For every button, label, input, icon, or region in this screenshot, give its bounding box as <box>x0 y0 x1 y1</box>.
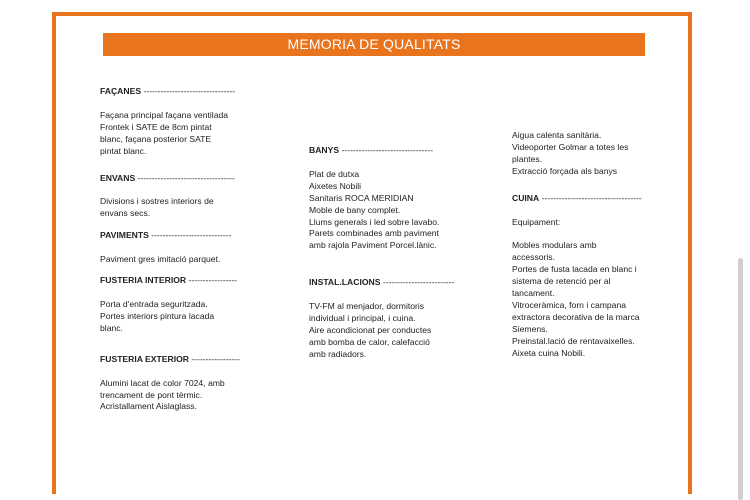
section-heading-paviments: PAVIMENTS ---------------------------- <box>100 230 232 241</box>
text-line: sistema de retenció per al <box>512 276 611 287</box>
section-body-fusteria-interior <box>100 299 285 335</box>
column-right <box>512 130 672 360</box>
text-line: individual i principal, i cuina. <box>309 313 416 324</box>
text-line: blanc, façana posterior SATE <box>100 133 212 144</box>
section-heading-instal-lacions: INSTAL.LACIONS ------------------------- <box>309 277 455 288</box>
section-body-facanes <box>100 110 285 158</box>
text-line: amb rajola Paviment Porcel.lànic. <box>309 240 437 251</box>
section-heading-facanes: FAÇANES -------------------------------- <box>100 86 236 96</box>
text-line: Frontek i SATE de 8cm pintat <box>100 121 212 132</box>
text-line: Aixetes Nobili <box>309 180 362 191</box>
text-line: trencament de pont tèrmic. <box>100 389 203 400</box>
text-line: Porta d'entrada seguritzada. <box>100 298 208 309</box>
text-line: Parets combinades amb paviment <box>309 228 439 239</box>
text-line: amb radiadors. <box>309 348 367 359</box>
section-heading-envans: ENVANS ---------------------------------- <box>100 172 235 183</box>
text-line: blanc. <box>100 322 123 333</box>
section-body-paviments <box>100 254 285 266</box>
section-body-instal-lacions <box>309 301 499 361</box>
section-body-banys <box>309 169 499 252</box>
text-line: Paviment gres imitació parquet. <box>100 254 221 265</box>
text-line: Portes de fusta lacada en blanc i <box>512 264 637 275</box>
text-line: pintat blanc. <box>100 145 147 156</box>
text-line: amb bomba de calor, calefacció <box>309 336 430 347</box>
section-heading-banys: BANYS -------------------------------- <box>309 145 434 155</box>
text-line: Façana principal façana ventilada <box>100 109 229 120</box>
text-line: Aixeta cuina Nobili. <box>512 347 586 358</box>
text-line: envans secs. <box>100 208 151 219</box>
section-body-cuina <box>512 217 672 360</box>
text-line: Aigua calenta sanitària. <box>512 130 602 140</box>
text-line: Extracció forçada als banys <box>512 165 618 176</box>
column-middle <box>309 145 499 361</box>
text-line: Alumini lacat de color 7024, amb <box>100 377 225 388</box>
text-line: plantes. <box>512 153 543 164</box>
text-line: Aire acondicionat per conductes <box>309 324 432 335</box>
text-line: TV-FM al menjador, dormitoris <box>309 301 425 312</box>
text-line: Acristallament Aislaglass. <box>100 401 197 412</box>
text-line: extractora decorativa de la marca <box>512 311 640 322</box>
vertical-scrollbar[interactable] <box>738 258 743 500</box>
text-line: Siemens. <box>512 323 548 334</box>
text-line: accessoris. <box>512 252 555 263</box>
text-line: Videoporter Golmar a totes les <box>512 141 629 152</box>
text-line: Moble de bany complet. <box>309 204 401 215</box>
text-line: Mobles modulars amb <box>512 240 597 251</box>
section-heading-cuina: CUINA ----------------------------------- <box>512 192 642 203</box>
section-heading-fusteria-interior: FUSTERIA INTERIOR ----------------- <box>100 275 238 286</box>
section-heading-fusteria-exterior: FUSTERIA EXTERIOR ----------------- <box>100 353 241 364</box>
text-line: Vitroceràmica, forn i campana <box>512 299 626 310</box>
text-line: Preinstal.lació de rentavaixelles. <box>512 335 635 346</box>
section-body-instal-lacions-continued <box>512 130 672 178</box>
section-body-envans <box>100 196 285 220</box>
column-left <box>100 86 285 413</box>
page-title: MEMORIA DE QUALITATS <box>103 33 645 56</box>
text-line: Equipament: <box>512 216 561 227</box>
text-line: Plat de dutxa <box>309 168 360 179</box>
text-line: Divisions i sostres interiors de <box>100 196 214 207</box>
section-body-fusteria-exterior <box>100 378 285 414</box>
text-line: Sanitaris ROCA MERIDIAN <box>309 192 414 203</box>
text-line: tancament. <box>512 288 555 299</box>
text-line: Portes interiors pintura lacada <box>100 310 215 321</box>
text-line: Llums generals i led sobre lavabo. <box>309 216 440 227</box>
